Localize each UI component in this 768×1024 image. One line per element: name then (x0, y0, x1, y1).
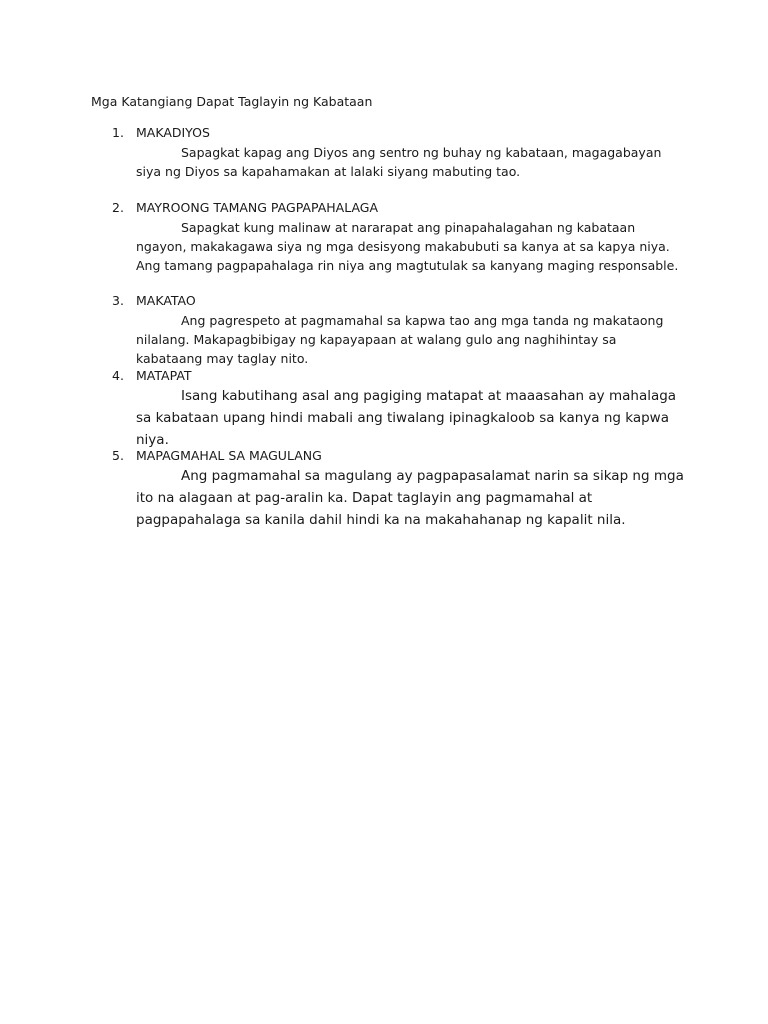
list-heading: MAKATAO (136, 293, 196, 308)
list-heading: MAPAGMAHAL SA MAGULANG (136, 448, 322, 463)
list-heading: MAYROONG TAMANG PAGPAPAHALAGA (136, 200, 379, 215)
list-number: 2. (112, 200, 124, 215)
list-number: 1. (112, 125, 124, 140)
list-heading: MAKADIYOS (136, 125, 210, 140)
list-number: 5. (112, 448, 124, 463)
list-number: 4. (112, 368, 124, 383)
list-body: Sapagkat kung malinaw at nararapat ang pinapahalagahan ng kabataan ngayon, makakagawa siya ng mga desisyong makabubuti sa kanya at sa kapya niya. Ang tamang pagpapahalaga rin niya ang magtutulak sa kanyang maging responsable. (136, 220, 679, 273)
list-body: Sapagkat kapag ang Diyos ang sentro ng buhay ng kabataan, magagabayan siya ng Diyos sa kapahamakan at lalaki siyang mabuting tao. (136, 145, 662, 179)
list-body: Ang pagmamahal sa magulang ay pagpapasalamat narin sa sikap ng mga ito na alagaan at pag-aralin ka. Dapat taglayin ang pagmamahal at pagpapahalaga sa kanila dahil hindi ka na makahahanap ng kapalit nila. (136, 468, 684, 528)
list-body: Isang kabutihang asal ang pagiging matapat at maaasahan ay mahalaga sa kabataan upang hindi mabali ang tiwalang ipinagkaloob sa kanya ng kapwa niya. (136, 388, 677, 448)
list-heading: MATAPAT (136, 368, 192, 383)
list-body: Ang pagrespeto at pagmamahal sa kapwa tao ang mga tanda ng makataong nilalang. Makapagbibigay ng kapayapaan at walang gulo ang naghihintay sa kabataang may taglay nito. (136, 313, 664, 366)
document-title: Mga Katangiang Dapat Taglayin ng Kabataan (91, 94, 373, 109)
list-number: 3. (112, 293, 124, 308)
